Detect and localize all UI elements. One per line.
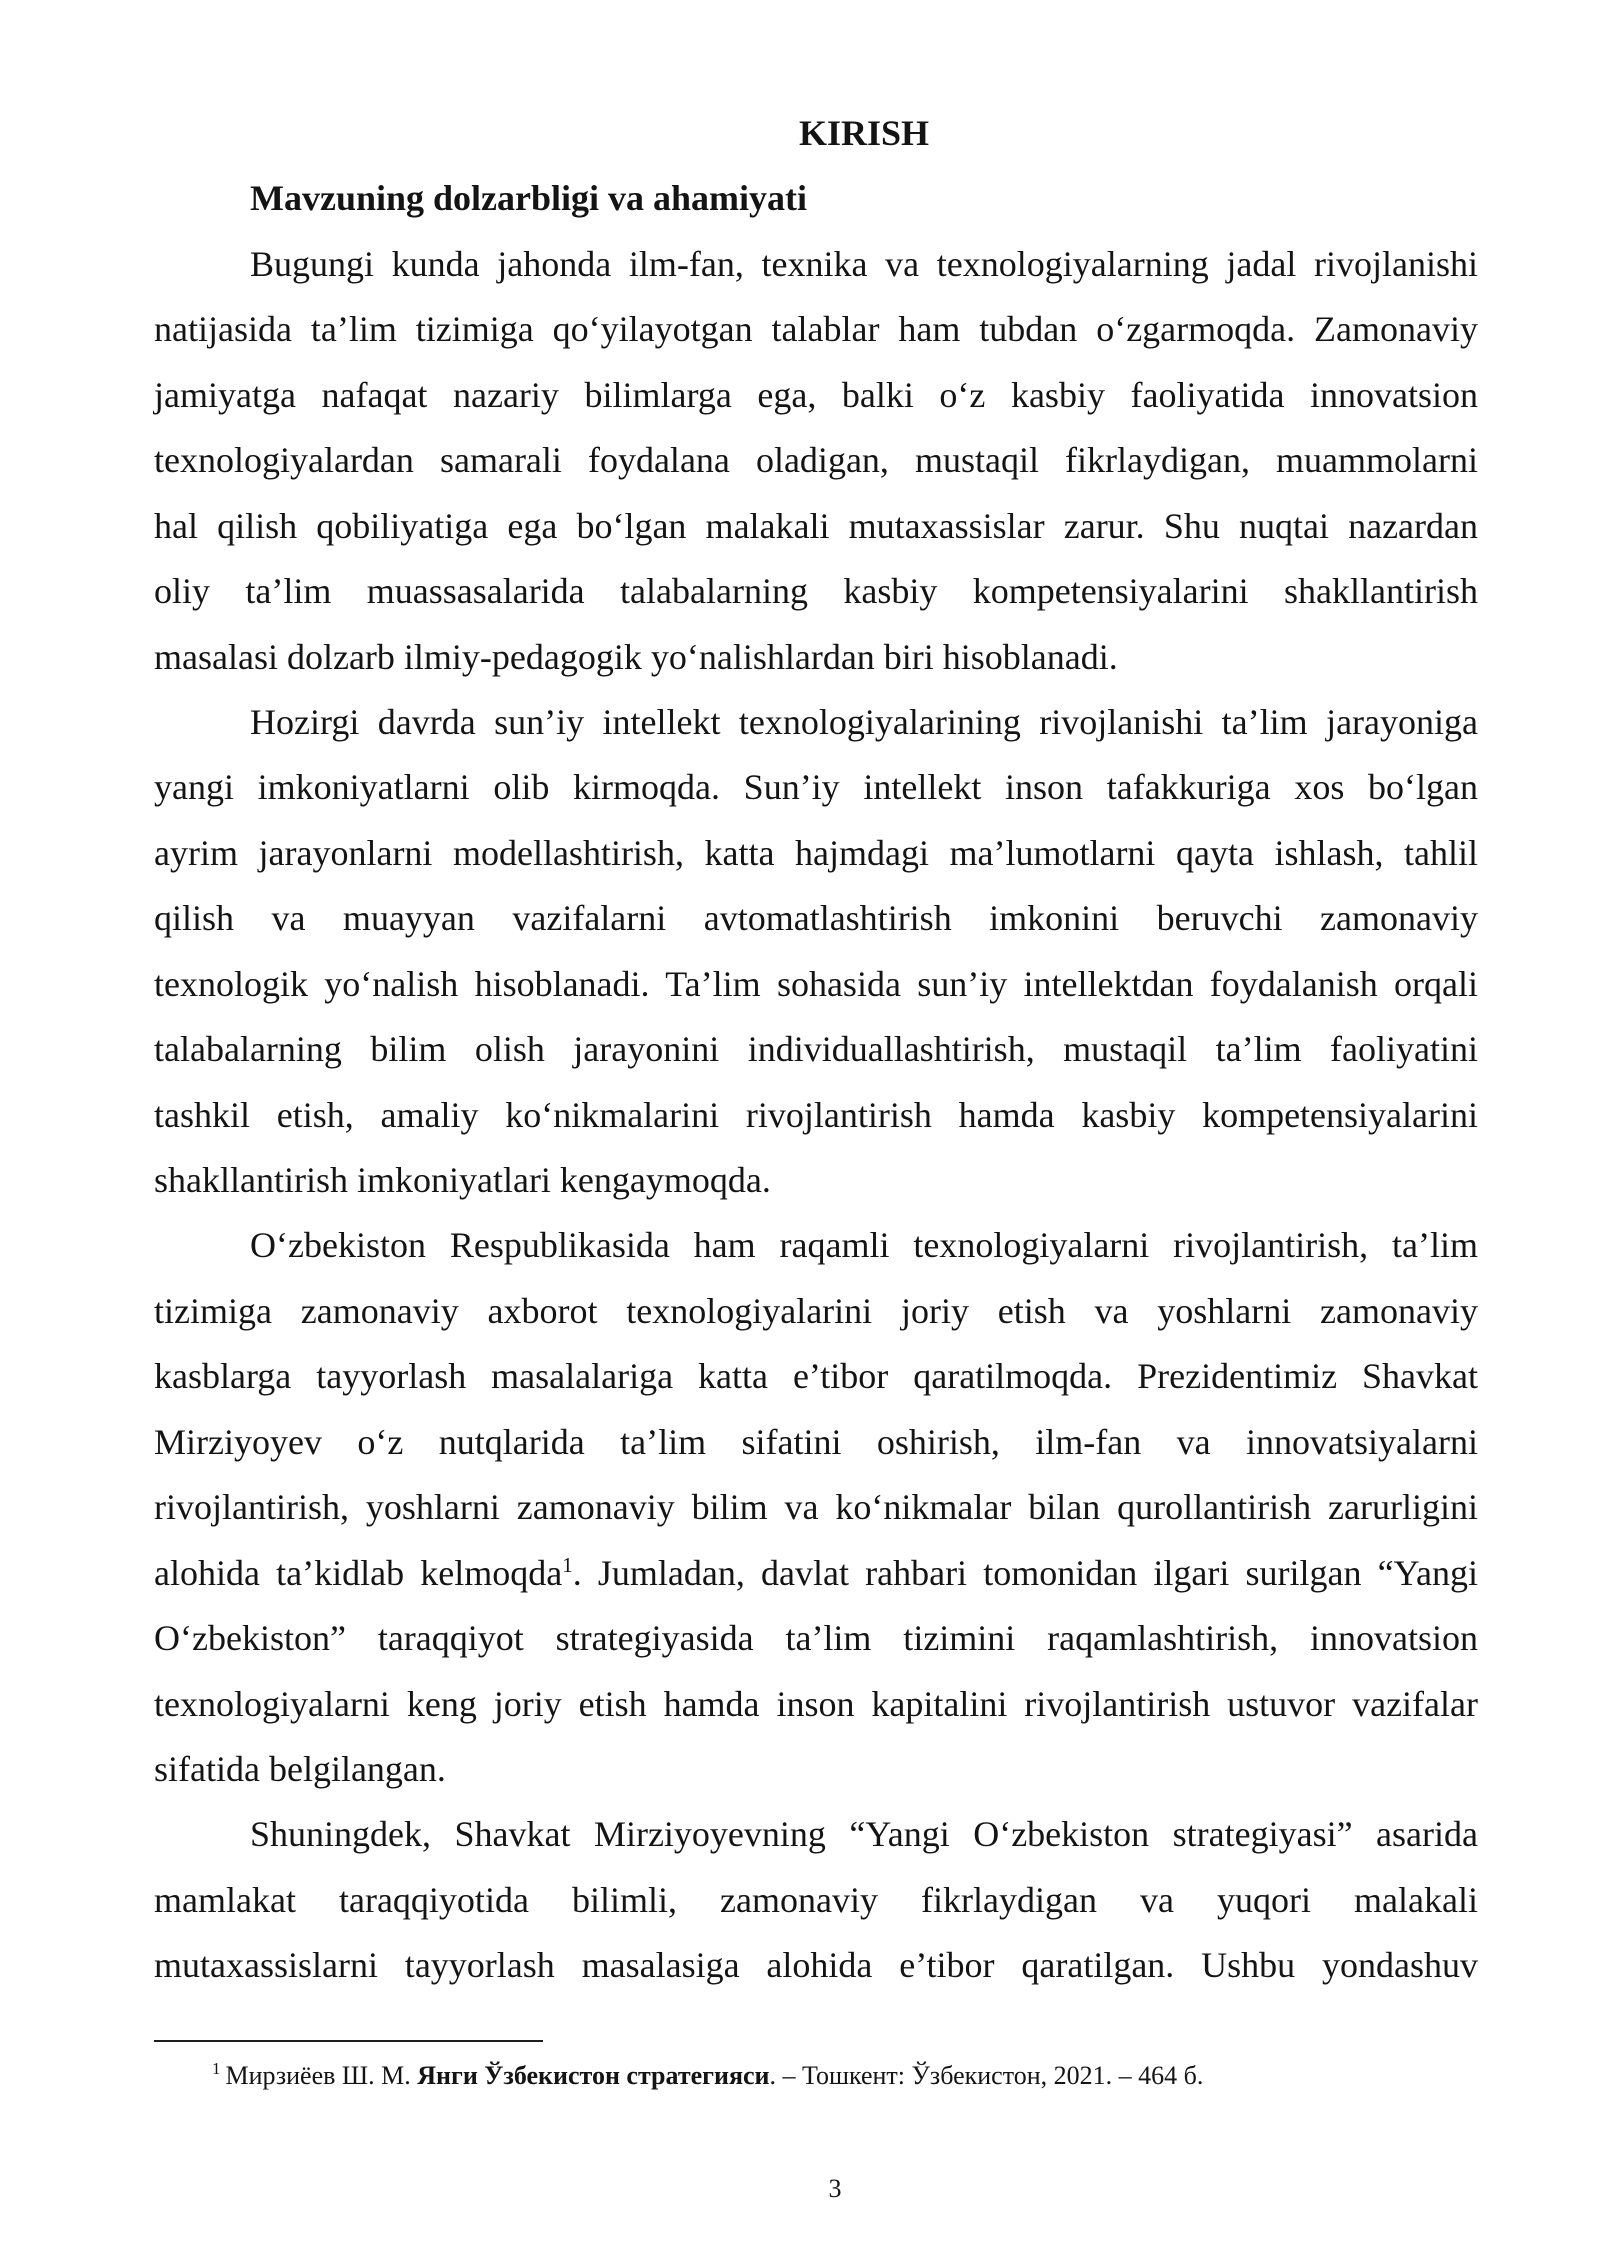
line-text-after-ref: . Jumladan, davlat rahbari tomonidan ilgari surilgan “Yangi — [572, 1552, 1478, 1593]
body-text-line: talabalarning bilim olish jarayonini individuallashtirish, mustaqil ta’lim faoliyatini — [154, 1029, 1478, 1070]
footnote-title: Янги Ўзбекистон стратегияси — [417, 2061, 770, 2090]
paragraph — [154, 690, 1478, 1214]
body-text-line: rivojlantirish, yoshlarni zamonaviy bilim va ko‘nikmalar bilan qurollantirish zarurligini — [154, 1487, 1478, 1528]
body-text-line: hal qilish qobiliyatiga ega bo‘lgan malakali mutaxassislar zarur. Shu nuqtai nazardan — [154, 505, 1478, 546]
body-text-line: sifatida belgilangan. — [154, 1748, 446, 1789]
footnote-marker: 1 — [212, 2059, 221, 2078]
body-text-line: Mirziyoyev o‘z nutqlarida ta’lim sifatini oshirish, ilm-fan va innovatsiyalarni — [154, 1421, 1478, 1462]
paragraph — [154, 1802, 1478, 1998]
section-subheading: Mavzuning dolzarbligi va ahamiyati — [250, 178, 808, 219]
body-text-line: jamiyatga nafaqat nazariy bilimlarga ega, balki o‘z kasbiy faoliyatida innovatsion — [154, 374, 1478, 415]
footnote-separator — [154, 2040, 543, 2042]
paragraph — [154, 1213, 1478, 1802]
line-text-before-ref: alohida ta’kidlab kelmoqda — [154, 1552, 563, 1593]
body-text-line: tashkil etish, amaliy ko‘nikmalarini rivojlantirish hamda kasbiy kompetensiyalarini — [154, 1094, 1478, 1135]
body-text-line: texnologiyalarni keng joriy etish hamda inson kapitalini rivojlantirish ustuvor vazifalar — [154, 1683, 1478, 1724]
footnote-reference: 1 — [562, 1552, 573, 1577]
body-text-line: texnologiyalardan samarali foydalana oladigan, mustaqil fikrlaydigan, muammolarni — [154, 440, 1478, 481]
body-text-line-with-footnote-ref — [154, 1541, 1478, 1606]
footnote-author: Мирзиёев Ш. М. — [225, 2061, 418, 2090]
body-text-line: O‘zbekiston” taraqqiyot strategiyasida ta’lim tizimini raqamlashtirish, innovatsion — [154, 1618, 1478, 1659]
body-text-line: Hozirgi davrda sun’iy intellekt texnologiyalarining rivojlanishi ta’lim jarayoniga — [250, 701, 1478, 742]
page-number: 3 — [828, 2174, 842, 2203]
body-text-line: yangi imkoniyatlarni olib kirmoqda. Sun’iy intellekt inson tafakkuriga xos bo‘lgan — [154, 767, 1478, 808]
body-text-line: Bugungi kunda jahonda ilm-fan, texnika va texnologiyalarning jadal rivojlanishi — [250, 243, 1478, 284]
body-text-line: O‘zbekiston Respublikasida ham raqamli texnologiyalarni rivojlantirish, ta’lim — [250, 1225, 1478, 1266]
footnote — [212, 2058, 1203, 2097]
body-text-line: shakllantirish imkoniyatlari kengaymoqda. — [154, 1160, 771, 1200]
body-text-line: kasblarga tayyorlash masalalariga katta e’tibor qaratilmoqda. Prezidentimiz Shavkat — [154, 1356, 1478, 1397]
body-text-line: Shuningdek, Shavkat Mirziyoyevning “Yangi O‘zbekiston strategiyasi” asarida — [250, 1814, 1478, 1855]
page-text-block — [154, 101, 1478, 1999]
body-text-line: texnologik yo‘nalish hisoblanadi. Ta’lim sohasida sun’iy intellektdan foydalanish orqali — [154, 963, 1478, 1004]
body-text-line: ayrim jarayonlarni modellashtirish, katta hajmdagi ma’lumotlarni qayta ishlash, tahlil — [154, 832, 1478, 873]
footnote-details: . – Тошкент: Ўзбекистон, 2021. – 464 б. — [769, 2061, 1204, 2090]
body-text-line: oliy ta’lim muassasalarida talabalarning kasbiy kompetensiyalarini shakllantirish — [154, 571, 1478, 612]
section-heading: KIRISH — [798, 113, 930, 153]
paragraph — [154, 232, 1478, 690]
body-text-line: mutaxassislarni tayyorlash masalasiga alohida e’tibor qaratilgan. Ushbu yondashuv — [154, 1945, 1478, 1986]
body-text-line: mamlakat taraqqiyotida bilimli, zamonaviy fikrlaydigan va yuqori malakali — [154, 1879, 1478, 1920]
body-text-line: qilish va muayyan vazifalarni avtomatlashtirish imkonini beruvchi zamonaviy — [154, 898, 1478, 939]
body-text-line: masalasi dolzarb ilmiy-pedagogik yo‘nalishlardan biri hisoblanadi. — [154, 636, 1118, 677]
body-text-line: natijasida ta’lim tizimiga qo‘yilayotgan talablar ham tubdan o‘zgarmoqda. Zamonaviy — [154, 309, 1478, 350]
body-text-line: tizimiga zamonaviy axborot texnologiyalarini joriy etish va yoshlarni zamonaviy — [154, 1290, 1478, 1331]
